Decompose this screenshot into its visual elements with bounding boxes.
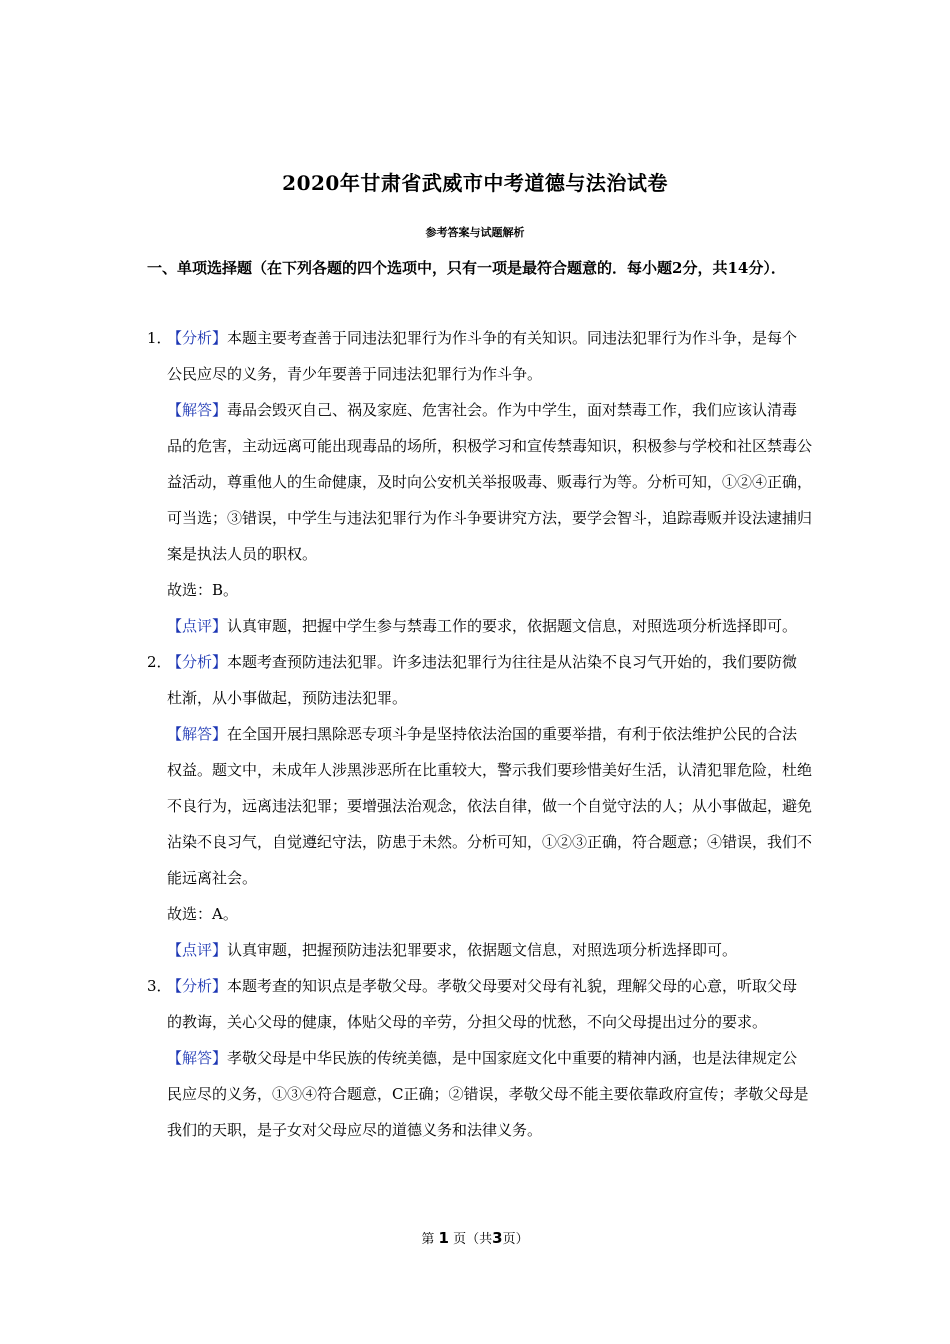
comment-tag: 【点评】: [167, 941, 228, 959]
question-number: 2．: [147, 653, 172, 671]
page-footer: [0, 1228, 950, 1247]
total-pages: 3: [492, 1229, 503, 1247]
answer-text: 在全国开展扫黑除恶专项斗争是坚持依法治国的重要举措，有利于依法维护公民的合法权益。题文中，未成年人涉黑涉恶所在比重较大，警示我们要珍惜美好生活，认清犯罪危险，杜绝不良行为，远离违法犯罪；要增强法治观念，依法自律，做一个自觉守法的人；从小事做起，避免沾染不良习气，自觉遵纪守法，防患于未然。分析可知，①②③正确，符合题意；④错误，我们不能远离社会。: [167, 725, 813, 887]
analysis-text: 本题主要考查善于同违法犯罪行为作斗争的有关知识。同违法犯罪行为作斗争，是每个公民应尽的义务，青少年要善于同违法犯罪行为作斗争。: [167, 329, 798, 383]
question-number: 1．: [147, 329, 172, 347]
answer-block: [147, 716, 812, 896]
choice-line: 故选：A。: [167, 905, 238, 923]
page-title: 2020年甘肃省武威市中考道德与法治试卷: [282, 171, 668, 195]
analysis-text: 本题考查的知识点是孝敬父母。孝敬父母要对父母有礼貌，理解父母的心意，听取父母的教诲，关心父母的健康，体贴父母的辛劳，分担父母的忧愁，不向父母提出过分的要求。: [167, 977, 798, 1031]
question-number: 3．: [147, 977, 172, 995]
footer-prefix: 第: [421, 1232, 435, 1247]
footer-suffix: 页）: [502, 1232, 529, 1247]
question-1: [147, 320, 812, 644]
analysis-text: 本题考查预防违法犯罪。许多违法犯罪行为往往是从沾染不良习气开始的，我们要防微杜渐，从小事做起，预防违法犯罪。: [167, 653, 798, 707]
analysis-tag: 【分析】: [167, 329, 228, 347]
analysis-tag: 【分析】: [167, 653, 228, 671]
answer-tag: 【解答】: [167, 725, 228, 743]
answer-tag: 【解答】: [167, 1049, 228, 1067]
analysis-tag: 【分析】: [167, 977, 228, 995]
answer-text: 孝敬父母是中华民族的传统美德，是中国家庭文化中重要的精神内涵，也是法律规定公民应尽的义务，①③④符合题意，C正确；②错误，孝敬父母不能主要依靠政府宣传；孝敬父母是我们的天职，是子女对父母应尽的道德义务和法律义务。: [167, 1049, 809, 1139]
footer-middle: 页（共: [453, 1232, 493, 1247]
analysis-block: [147, 644, 812, 716]
answer-block: [147, 1040, 812, 1148]
page-number: 1: [438, 1229, 449, 1247]
answer-content: [147, 320, 812, 1148]
question-2: [147, 644, 812, 968]
comment-text: 认真审题，把握中学生参与禁毒工作的要求，依据题文信息，对照选项分析选择即可。: [227, 617, 798, 635]
question-3: [147, 968, 812, 1148]
section-heading: 一、单项选择题（在下列各题的四个选项中，只有一项是最符合题意的．每小题2分，共14分）．: [147, 259, 786, 277]
comment-block: [147, 932, 812, 968]
answer-tag: 【解答】: [167, 401, 228, 419]
analysis-block: [147, 320, 812, 392]
answer-block: [147, 392, 812, 572]
analysis-block: [147, 968, 812, 1040]
comment-text: 认真审题，把握预防违法犯罪要求，依据题文信息，对照选项分析选择即可。: [227, 941, 738, 959]
page-subtitle: 参考答案与试题解析: [425, 226, 525, 239]
comment-block: [147, 608, 812, 644]
comment-tag: 【点评】: [167, 617, 228, 635]
answer-text: 毒品会毁灭自己、祸及家庭、危害社会。作为中学生，面对禁毒工作，我们应该认清毒品的危害，主动远离可能出现毒品的场所，积极学习和宣传禁毒知识，积极参与学校和社区禁毒公益活动，尊重他人的生命健康，及时向公安机关举报吸毒、贩毒行为等。分析可知，①②④正确，可当选；③错误，中学生与违法犯罪行为作斗争要讲究方法，要学会智斗，追踪毒贩并设法逮捕归案是执法人员的职权。: [167, 401, 813, 563]
choice-line: 故选：B。: [167, 581, 239, 599]
